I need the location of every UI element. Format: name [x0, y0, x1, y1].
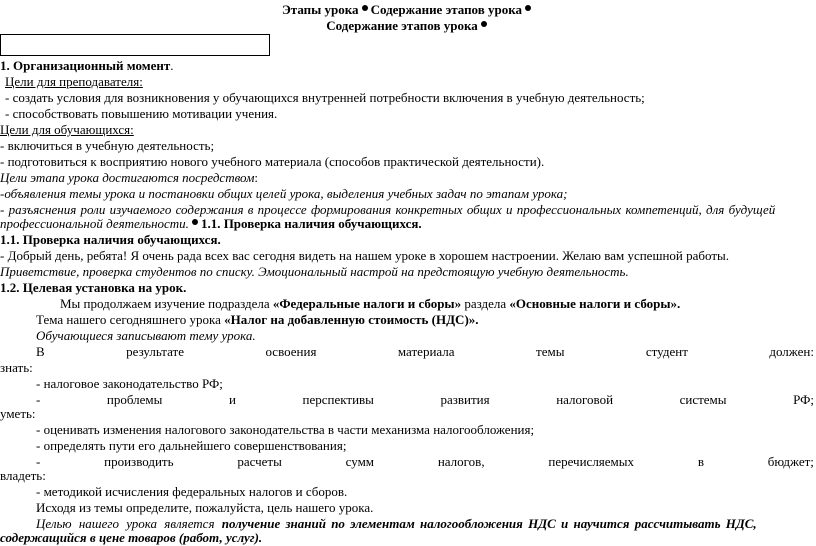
heading-text: 1.2. Целевая установка на урок.	[0, 280, 187, 295]
section-1-heading: 1. Организационный момент.	[0, 58, 174, 73]
paragraph-3	[36, 328, 256, 344]
text: Мы продолжаем изучение подраздела	[60, 296, 273, 311]
word: В	[36, 344, 45, 359]
master-item-1: - методикой исчисления федеральных налогов и сборов.	[36, 484, 348, 499]
title-part2: Содержание этапов урока	[370, 2, 523, 17]
goals-students-label	[0, 122, 134, 138]
inline-heading: 1.1. Проверка наличия обучающихся.	[200, 216, 422, 231]
title-part1: Этапы урока	[281, 2, 359, 17]
word: проблемы	[106, 392, 163, 407]
able-item-2: - определять пути его дальнейшего совершенствования;	[36, 438, 347, 453]
text: раздела	[461, 296, 510, 311]
label-text: Цели для обучающихся:	[0, 122, 134, 137]
word: системы	[679, 392, 727, 407]
word: сумм	[345, 454, 375, 469]
text: Обучающиеся записывают тему урока.	[36, 328, 256, 343]
word: освоения	[265, 344, 317, 359]
word: материала	[397, 344, 455, 359]
page-subtitle	[0, 18, 816, 34]
bullet-icon	[481, 21, 487, 27]
greeting: - Добрый день, ребята! Я очень рада всех вас сегодня видеть на нашем уроке в хорошем настроении. Желаю вам успешной работы.	[0, 248, 730, 263]
section-1-1-heading	[0, 232, 221, 248]
justified-line-2	[36, 392, 814, 408]
means-label: Цели этапа урока достигаются посредством:	[0, 170, 258, 185]
means-2-text: - разъяснения роли изучаемого содержания в процессе формирования конкретных общих и профессиональных компетенций, для будущей	[0, 202, 776, 217]
word: должен:	[769, 344, 814, 359]
text: содержащийся в цене товаров (работ, услуг).	[0, 530, 263, 545]
able-item-1: - оценивать изменения налогового законодательства в части механизма налогообложения;	[36, 422, 535, 437]
note-text: Приветствие, проверка студентов по списку. Эмоциональный настрой на предстоящую учебную деятельность.	[0, 264, 629, 279]
student-goal-2: - подготовиться к восприятию нового учебного материала (способов практической деятельности).	[0, 154, 545, 169]
label-text: Цели для преподавателя:	[5, 74, 143, 89]
word: налоговой	[556, 392, 614, 407]
text: «Основные налоги и сборы».	[509, 296, 681, 311]
means-2-cont	[0, 216, 422, 232]
subtitle-text: Содержание этапов урока	[326, 18, 478, 33]
know-label: знать:	[0, 360, 33, 375]
able-label: уметь:	[0, 406, 36, 421]
bullet-icon	[525, 5, 531, 11]
student-goal-1: - включиться в учебную деятельность;	[0, 138, 215, 153]
text: «Налог на добавленную стоимость (НДС)».	[224, 312, 479, 327]
goal-statement-cont	[0, 530, 262, 546]
know-item-1: - налоговое законодательство РФ;	[36, 376, 223, 391]
bullet-icon	[362, 5, 368, 11]
paragraph-1	[60, 296, 680, 312]
word: развития	[440, 392, 490, 407]
word: -	[36, 454, 41, 469]
text: Целью нашего урока является	[36, 516, 222, 531]
text: Тема нашего сегодняшнего урока	[36, 312, 225, 327]
section-1-2-heading	[0, 280, 186, 296]
heading-text: 1.1. Проверка наличия обучающихся.	[0, 232, 221, 247]
teacher-goal-1: - создать условия для возникновения у обучающихся внутренней потребности включения в учебную деятельность;	[5, 90, 645, 105]
word: налогов,	[437, 454, 485, 469]
justified-line-3	[36, 454, 814, 470]
word: темы	[536, 344, 565, 359]
word: производить	[104, 454, 174, 469]
page-title	[0, 2, 816, 18]
word: -	[36, 392, 41, 407]
word: в	[697, 454, 704, 469]
word: и	[228, 392, 236, 407]
text: «Федеральные налоги и сборы»	[272, 296, 462, 311]
means-2-cont-text: профессиональной деятельности.	[0, 216, 189, 231]
word: бюджет;	[767, 454, 814, 469]
word: перспективы	[302, 392, 374, 407]
justified-line-1	[36, 344, 814, 360]
text: получение знаний по элементам налогообложения НДС и научится рассчитывать НДС,	[221, 516, 757, 531]
goal-question: Исходя из темы определите, пожалуйста, цель нашего урока.	[36, 500, 374, 515]
word: РФ;	[793, 392, 814, 407]
bullet-icon	[192, 219, 198, 225]
greeting-note	[0, 264, 629, 280]
word: перечисляемых	[548, 454, 635, 469]
word: студент	[645, 344, 688, 359]
heading-text: 1. Организационный момент	[0, 58, 171, 73]
goals-teacher-label	[5, 74, 143, 90]
means-text: Цели этапа урока достигаются посредством	[0, 170, 255, 185]
word: результате	[126, 344, 185, 359]
teacher-goal-2: - способствовать повышению мотивации учения.	[5, 106, 278, 121]
means-1-text: -объявления темы урока и постановки общих целей урока, выделения учебных задач по этапам урока;	[0, 186, 568, 201]
master-label: владеть:	[0, 468, 46, 483]
means-1	[0, 186, 567, 202]
empty-input-box[interactable]	[0, 34, 270, 56]
word: расчеты	[237, 454, 282, 469]
paragraph-2	[36, 312, 479, 328]
